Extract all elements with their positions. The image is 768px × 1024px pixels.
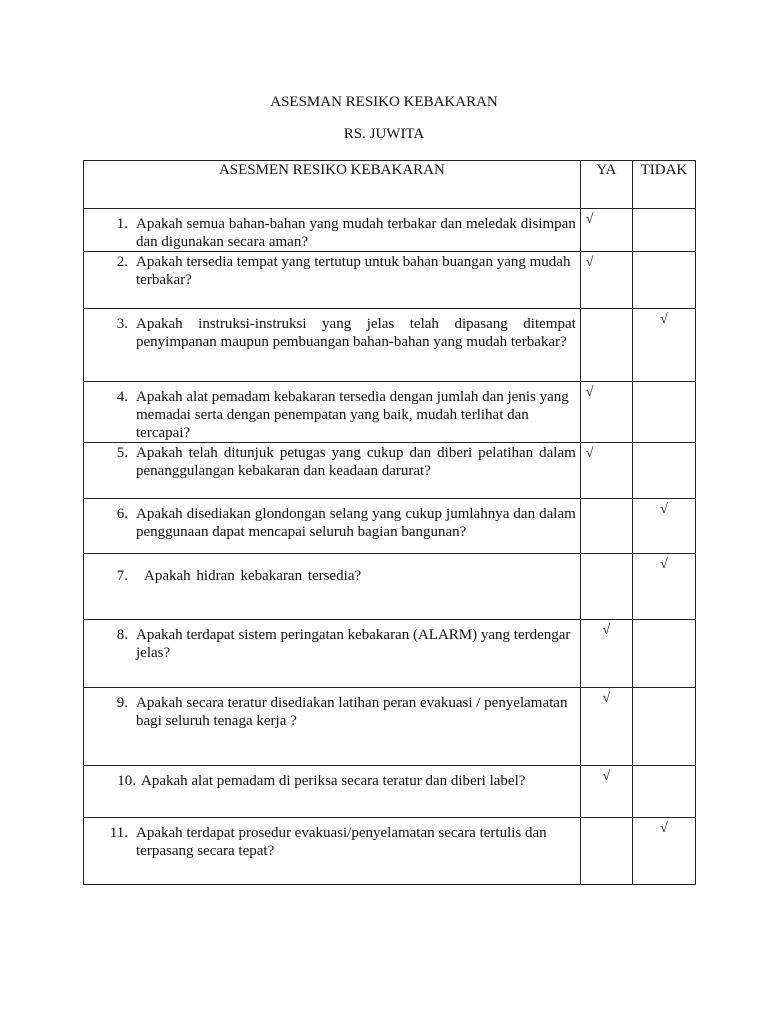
tidak-check: √ [632,499,695,554]
question-text: Apakah alat pemadam kebakaran tersedia dengan jumlah dan jenis yang memadai serta dengan penempatan yang baik, mudah terlihat dan tercapai? [136,389,569,441]
question-cell [84,766,581,818]
header-tidak: TIDAK [632,161,695,209]
tidak-cell [632,209,695,252]
tidak-cell [632,688,695,766]
ya-cell [580,309,632,382]
ya-check: √ [580,443,632,499]
assessment-table [83,160,696,885]
question-number: 4. [116,389,128,405]
tidak-cell [632,382,695,443]
question-number: 1. [116,216,128,232]
ya-cell [580,554,632,620]
tidak-cell [632,252,695,309]
ya-check: √ [580,252,632,309]
tidak-check: √ [632,818,695,885]
table-row [84,499,696,554]
question-text: Apakah alat pemadam di periksa secara teratur dan diberi label? [141,773,526,789]
table-row [84,688,696,766]
question-number: 2. [116,254,128,270]
question-number: 11. [109,825,128,841]
question-cell [84,620,581,688]
question-cell [84,382,581,443]
table-row [84,818,696,885]
question-cell [84,443,581,499]
question-cell [84,252,581,309]
tidak-cell [632,766,695,818]
document-subtitle: RS. JUWITA [343,126,425,142]
ya-check: √ [580,766,632,818]
ya-check: √ [580,688,632,766]
question-text: Apakah secara teratur disediakan latihan peran evakuasi / penyelamatan bagi seluruh tenaga kerja ? [136,695,568,729]
tidak-cell [632,443,695,499]
ya-check: √ [580,209,632,252]
table-header-row [84,161,696,209]
header-ya: YA [580,161,632,209]
table-row [84,766,696,818]
header-question: ASESMEN RESIKO KEBAKARAN [84,161,581,209]
question-cell [84,554,581,620]
document-title: ASESMAN RESIKO KEBAKARAN [270,94,498,110]
table-row [84,443,696,499]
ya-cell [580,818,632,885]
question-number: 8. [116,627,128,643]
question-text: Apakah tersedia tempat yang tertutup untuk bahan buangan yang mudah terbakar? [136,254,571,288]
question-number: 7. [116,568,128,584]
tidak-cell [632,620,695,688]
question-number: 10. [117,773,136,789]
tidak-check: √ [632,309,695,382]
question-text: Apakah semua bahan-bahan yang mudah terbakar dan meledak disimpan dan digunakan secara aman? [136,216,576,250]
ya-check: √ [580,620,632,688]
question-cell [84,309,581,382]
table-row [84,620,696,688]
question-text: Apakah telah ditunjuk petugas yang cukup dan diberi pelatihan dalam penanggulangan kebakaran dan keadaan darurat? [136,445,576,479]
ya-cell [580,499,632,554]
question-number: 5. [116,445,128,461]
ya-check: √ [580,382,632,443]
question-cell [84,818,581,885]
question-cell [84,209,581,252]
question-text: Apakah hidran kebakaran tersedia? [144,568,362,584]
table-row [84,209,696,252]
question-cell [84,499,581,554]
question-text: Apakah disediakan glondongan selang yang cukup jumlahnya dan dalam penggunaan dapat mencapai seluruh bagian bangunan? [136,506,576,540]
tidak-check: √ [632,554,695,620]
table-row [84,382,696,443]
question-cell [84,688,581,766]
question-text: Apakah terdapat sistem peringatan kebakaran (ALARM) yang terdengar jelas? [136,627,571,661]
question-number: 3. [116,316,128,332]
question-number: 6. [116,506,128,522]
table-row [84,554,696,620]
question-text: Apakah terdapat prosedur evakuasi/penyelamatan secara tertulis dan terpasang secara tepat? [136,825,547,859]
table-row [84,252,696,309]
question-text: Apakah instruksi-instruksi yang jelas telah dipasang ditempat penyimpanan maupun pembuangan bahan-bahan yang mudah terbakar? [136,316,576,350]
table-row [84,309,696,382]
question-number: 9. [116,695,128,711]
